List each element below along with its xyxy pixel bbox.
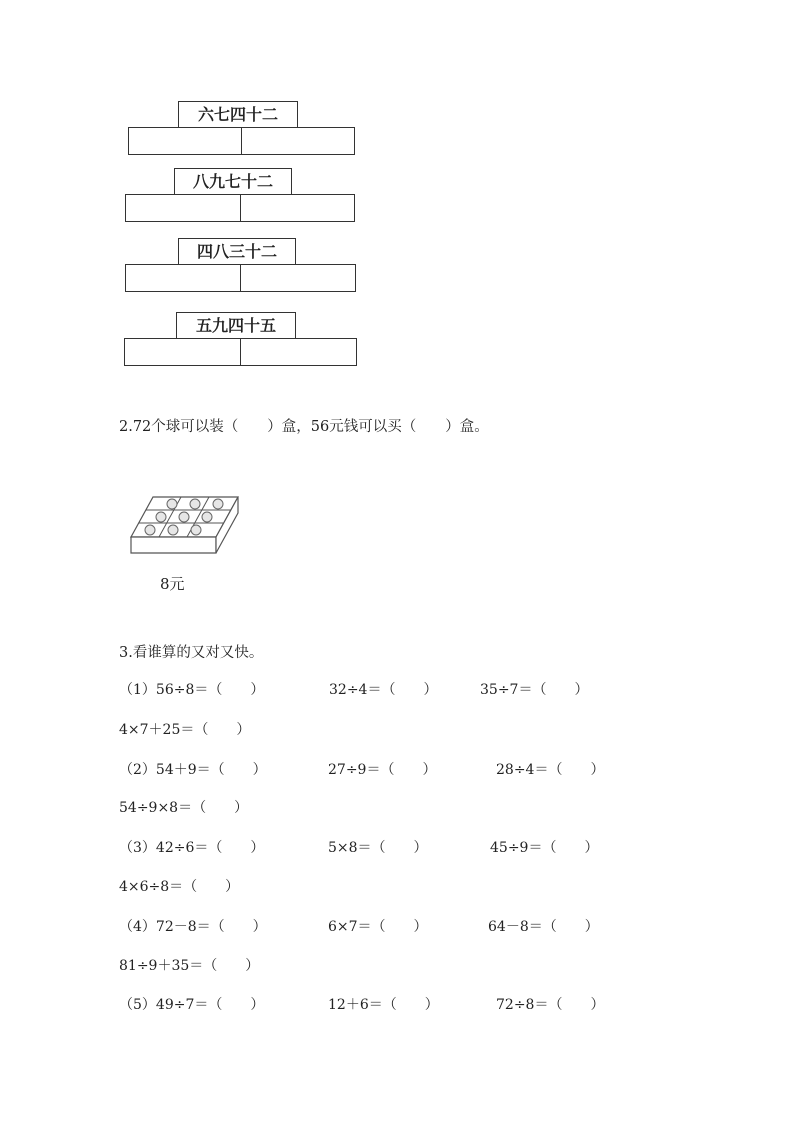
calc-item: （2）54＋9＝（ ） [119,762,267,778]
calc-item: 12＋6＝（ ） [328,997,439,1013]
calc-item: 4×7＋25＝（ ） [119,722,251,738]
ball-tray-illustration [128,493,243,568]
rhyme-label: 五九四十五 [176,312,296,340]
answer-cell-left[interactable] [126,195,240,221]
calc-item: 54÷9×8＝（ ） [119,800,249,816]
rhyme-label: 四八三十二 [178,238,296,266]
answer-cell-right[interactable] [240,265,355,291]
calc-item: 64－8＝（ ） [488,919,599,935]
calc-item: 72÷8＝（ ） [496,997,605,1013]
answer-box[interactable] [125,194,355,222]
calc-item: 4×6÷8＝（ ） [119,879,240,895]
answer-cell-right[interactable] [240,195,355,221]
calc-item: 6×7＝（ ） [328,919,428,935]
calc-item: （5）49÷7＝（ ） [119,997,265,1013]
rhyme-label: 六七四十二 [178,101,298,129]
calc-item: 32÷4＝（ ） [329,682,438,698]
calc-item: 45÷9＝（ ） [490,840,599,856]
calc-item: 28÷4＝（ ） [496,762,605,778]
answer-cell-right[interactable] [241,128,354,154]
calc-item: （4）72－8＝（ ） [119,919,267,935]
answer-cell-left[interactable] [125,339,240,365]
answer-cell-right[interactable] [240,339,356,365]
calc-item: 27÷9＝（ ） [328,762,437,778]
answer-cell-left[interactable] [129,128,241,154]
answer-cell-left[interactable] [126,265,240,291]
calc-item: （3）42÷6＝（ ） [119,840,265,856]
calc-item: 5×8＝（ ） [328,840,428,856]
calc-item: 35÷7＝（ ） [480,682,589,698]
price-label: 8元 [160,575,185,593]
answer-box[interactable] [124,338,357,366]
answer-box[interactable] [128,127,355,155]
rhyme-label: 八九七十二 [174,168,292,196]
question-2: 2.72个球可以装（ ）盒，56元钱可以买（ ）盒。 [119,419,489,435]
calc-item: 81÷9＋35＝（ ） [119,958,260,974]
calc-item: （1）56÷8＝（ ） [119,682,265,698]
answer-box[interactable] [125,264,356,292]
question-3-title: 3.看谁算的又对又快。 [119,645,264,661]
